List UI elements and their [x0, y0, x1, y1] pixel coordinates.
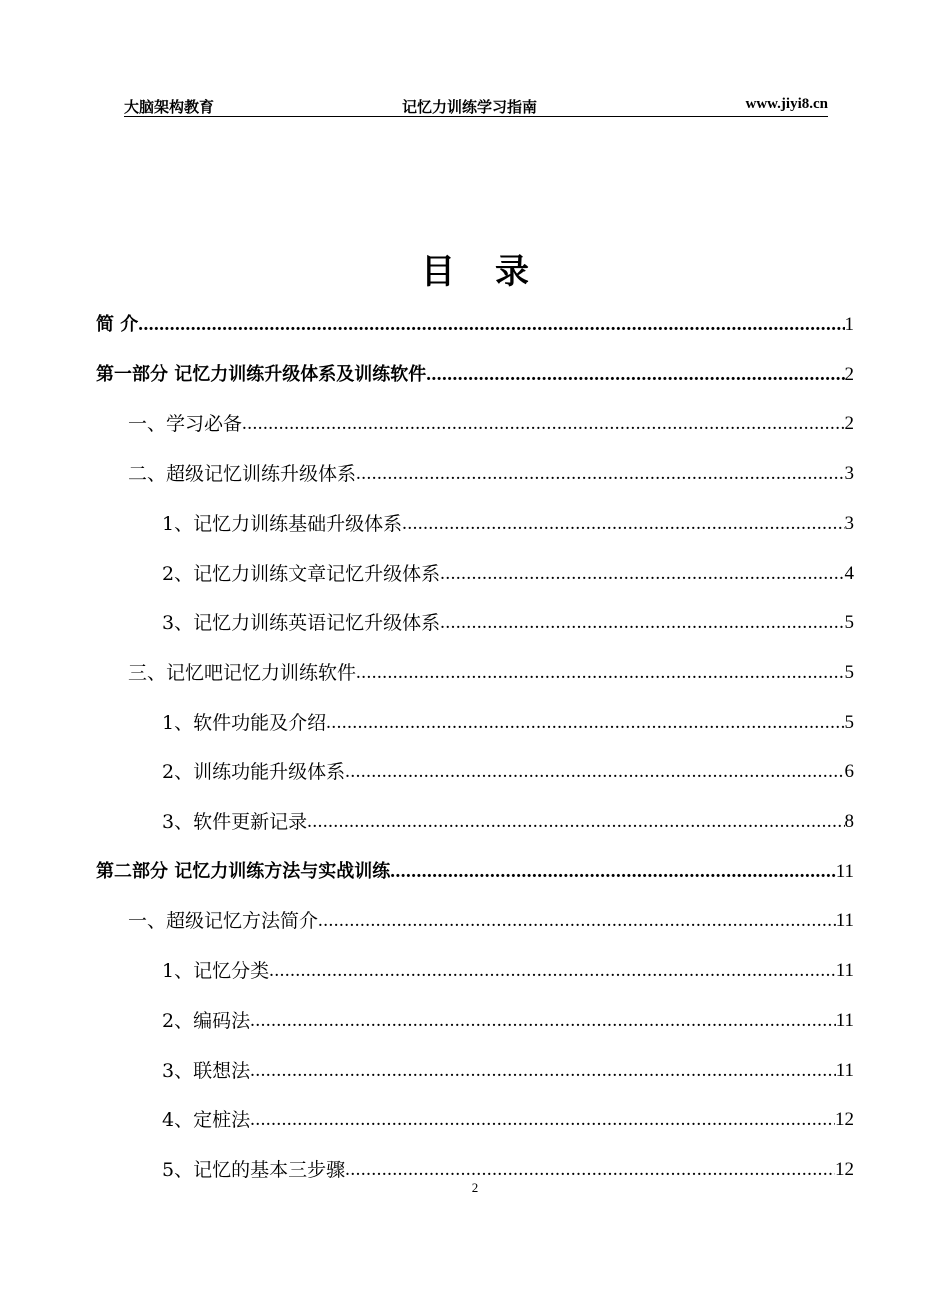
toc-page-number: 5 — [844, 711, 854, 733]
toc-entry[interactable] — [162, 594, 854, 634]
toc-page-number: 5 — [844, 612, 854, 634]
toc-leader-dots — [390, 861, 835, 883]
toc-page-number: 2 — [844, 413, 854, 435]
toc-entry-title: 4、定桩法 — [162, 1109, 251, 1132]
toc-row — [0, 1091, 950, 1131]
toc-entry[interactable] — [162, 694, 854, 734]
toc-page-number: 12 — [835, 1109, 854, 1131]
toc-page-number: 5 — [844, 661, 854, 683]
toc-entry-title: 三、记忆吧记忆力训练软件 — [128, 661, 357, 684]
toc-entry-title: 一、超级记忆方法简介 — [128, 910, 319, 933]
toc-page-number: 2 — [844, 363, 854, 385]
toc-leader-dots — [318, 910, 836, 932]
toc-row — [0, 644, 950, 684]
toc-row — [0, 992, 950, 1032]
toc-leader-dots — [138, 314, 844, 336]
toc-page-number: 11 — [835, 860, 854, 882]
toc-leader-dots — [356, 463, 844, 485]
toc-leader-dots — [426, 364, 844, 386]
page-header — [124, 96, 828, 117]
toc-entry[interactable] — [96, 346, 854, 386]
toc-entry[interactable] — [128, 445, 854, 485]
toc-row — [0, 843, 950, 883]
header-document-title: 记忆力训练学习指南 — [402, 98, 538, 116]
toc-entry[interactable] — [162, 1091, 854, 1131]
toc-entry[interactable] — [162, 1141, 854, 1181]
header-website: www.jiyi8.cn — [745, 96, 828, 112]
toc-page-number: 12 — [835, 1158, 854, 1180]
toc-leader-dots — [345, 1159, 835, 1181]
toc-leader-dots — [250, 1060, 836, 1082]
toc-entry[interactable] — [96, 843, 854, 883]
toc-page-number: 3 — [844, 463, 854, 485]
toc-row — [0, 495, 950, 535]
toc-leader-dots — [326, 712, 844, 734]
toc-row — [0, 545, 950, 585]
toc-entry-title: 3、记忆力训练英语记忆升级体系 — [162, 612, 441, 635]
toc-page-number: 11 — [835, 1009, 854, 1031]
toc-entry-title: 第二部分 记忆力训练方法与实战训练 — [96, 860, 391, 882]
toc-entry-title: 二、超级记忆训练升级体系 — [128, 463, 357, 486]
toc-row — [0, 594, 950, 634]
toc-entry-title: 2、训练功能升级体系 — [162, 761, 346, 784]
toc-row — [0, 892, 950, 932]
toc-entry-title: 第一部分 记忆力训练升级体系及训练软件 — [96, 363, 427, 385]
toc-row — [0, 793, 950, 833]
header-organization: 大脑架构教育 — [124, 98, 215, 116]
toc-entry[interactable] — [162, 495, 854, 535]
toc-row — [0, 1141, 950, 1181]
toc-entry-title: 1、记忆分类 — [162, 960, 270, 983]
toc-page-number: 11 — [835, 960, 854, 982]
toc-page-number: 11 — [835, 1059, 854, 1081]
toc-row — [0, 346, 950, 386]
toc-entry-title: 3、软件更新记录 — [162, 811, 308, 833]
toc-entry-title: 简 介 — [96, 314, 139, 335]
toc-row — [0, 942, 950, 982]
toc-entry[interactable] — [128, 395, 854, 435]
toc-page-number: 8 — [844, 811, 854, 832]
toc-leader-dots — [440, 612, 844, 634]
toc-entry-title: 2、编码法 — [162, 1009, 251, 1032]
toc-entry[interactable] — [96, 296, 854, 336]
toc-leader-dots — [250, 1109, 835, 1131]
toc-row — [0, 445, 950, 485]
toc-row — [0, 395, 950, 435]
toc-leader-dots — [356, 662, 844, 684]
toc-page-number: 4 — [844, 562, 854, 584]
toc-leader-dots — [250, 1010, 836, 1032]
toc-entry-title: 1、软件功能及介绍 — [162, 711, 327, 734]
toc-entry-title: 1、记忆力训练基础升级体系 — [162, 512, 403, 535]
toc-page-number: 11 — [835, 910, 854, 932]
toc-leader-dots — [402, 513, 844, 535]
toc-entry[interactable] — [162, 992, 854, 1032]
toc-leader-dots — [307, 811, 844, 833]
toc-leader-dots — [345, 761, 844, 783]
toc-page-number: 3 — [844, 512, 854, 534]
toc-leader-dots — [269, 960, 836, 982]
toc-entry[interactable] — [128, 644, 854, 684]
toc-page-number: 1 — [844, 314, 854, 335]
toc-row — [0, 1042, 950, 1082]
toc-entry-title: 5、记忆的基本三步骤 — [162, 1158, 346, 1181]
toc-entry-title: 2、记忆力训练文章记忆升级体系 — [162, 562, 441, 585]
toc-entry[interactable] — [162, 1042, 854, 1082]
page-number: 2 — [471, 1180, 479, 1195]
toc-entry[interactable] — [162, 793, 854, 833]
toc-entry[interactable] — [128, 892, 854, 932]
toc-title: 目录 — [421, 252, 569, 292]
toc-row — [0, 743, 950, 783]
toc-leader-dots — [440, 563, 844, 585]
toc-entry-title: 3、联想法 — [162, 1059, 251, 1082]
toc-leader-dots — [242, 413, 844, 435]
toc-row — [0, 296, 950, 336]
toc-entry[interactable] — [162, 942, 854, 982]
toc-entry[interactable] — [162, 545, 854, 585]
toc-entry-title: 一、学习必备 — [128, 413, 243, 436]
toc-page-number: 6 — [844, 761, 854, 783]
toc-entry[interactable] — [162, 743, 854, 783]
toc-row — [0, 694, 950, 734]
